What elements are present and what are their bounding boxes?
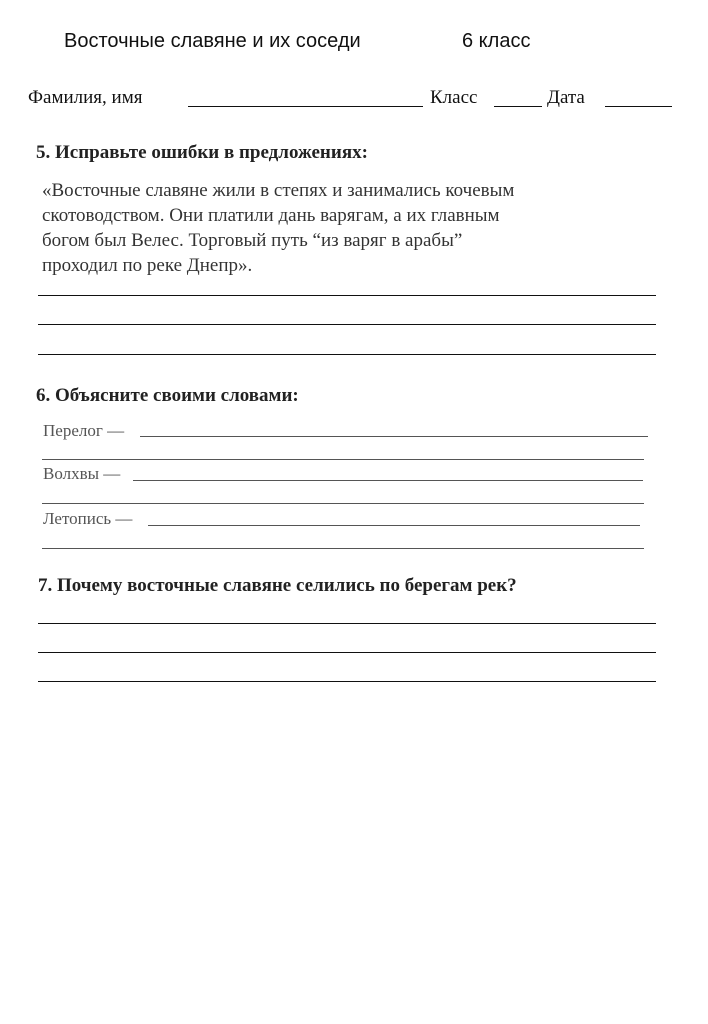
worksheet-title: Восточные славяне и их соседи bbox=[64, 30, 361, 52]
task5-text-line: скотоводством. Они платили дань варягам, а их главным bbox=[42, 205, 500, 226]
class-label: Класс bbox=[430, 87, 478, 108]
task7-answer-line-1[interactable] bbox=[38, 623, 656, 624]
task5-answer-line-1[interactable] bbox=[38, 295, 656, 296]
class-field-line[interactable] bbox=[494, 106, 542, 107]
term-letopis-line-2[interactable] bbox=[42, 548, 644, 549]
term-letopis-line[interactable] bbox=[148, 525, 640, 526]
task5-answer-line-3[interactable] bbox=[38, 354, 656, 355]
grade-label: 6 класс bbox=[462, 30, 531, 52]
term-volkhvy-line[interactable] bbox=[133, 480, 643, 481]
task6-heading: 6. Объясните своими словами: bbox=[36, 385, 299, 406]
term-perelog: Перелог — bbox=[43, 421, 125, 440]
task5-answer-line-2[interactable] bbox=[38, 324, 656, 325]
term-volkhvy-line-2[interactable] bbox=[42, 503, 644, 504]
task5-text bbox=[42, 178, 662, 278]
term-volkhvy: Волхвы — bbox=[43, 464, 121, 483]
term-letopis: Летопись — bbox=[43, 509, 133, 528]
task5-text-line: «Восточные славяне жили в степях и занимались кочевым bbox=[42, 180, 515, 201]
task5-heading: 5. Исправьте ошибки в предложениях: bbox=[36, 142, 368, 163]
term-perelog-line[interactable] bbox=[140, 436, 648, 437]
term-perelog-line-2[interactable] bbox=[42, 459, 644, 460]
task7-heading: 7. Почему восточные славяне селились по берегам рек? bbox=[38, 575, 517, 596]
name-label: Фамилия, имя bbox=[28, 87, 143, 108]
task7-answer-line-3[interactable] bbox=[38, 681, 656, 682]
date-field-line[interactable] bbox=[605, 106, 672, 107]
task5-text-line: проходил по реке Днепр». bbox=[42, 255, 253, 276]
task5-text-line: богом был Велес. Торговый путь “из варяг в арабы” bbox=[42, 230, 463, 251]
date-label: Дата bbox=[547, 87, 585, 108]
name-field-line[interactable] bbox=[188, 106, 423, 107]
task7-answer-line-2[interactable] bbox=[38, 652, 656, 653]
